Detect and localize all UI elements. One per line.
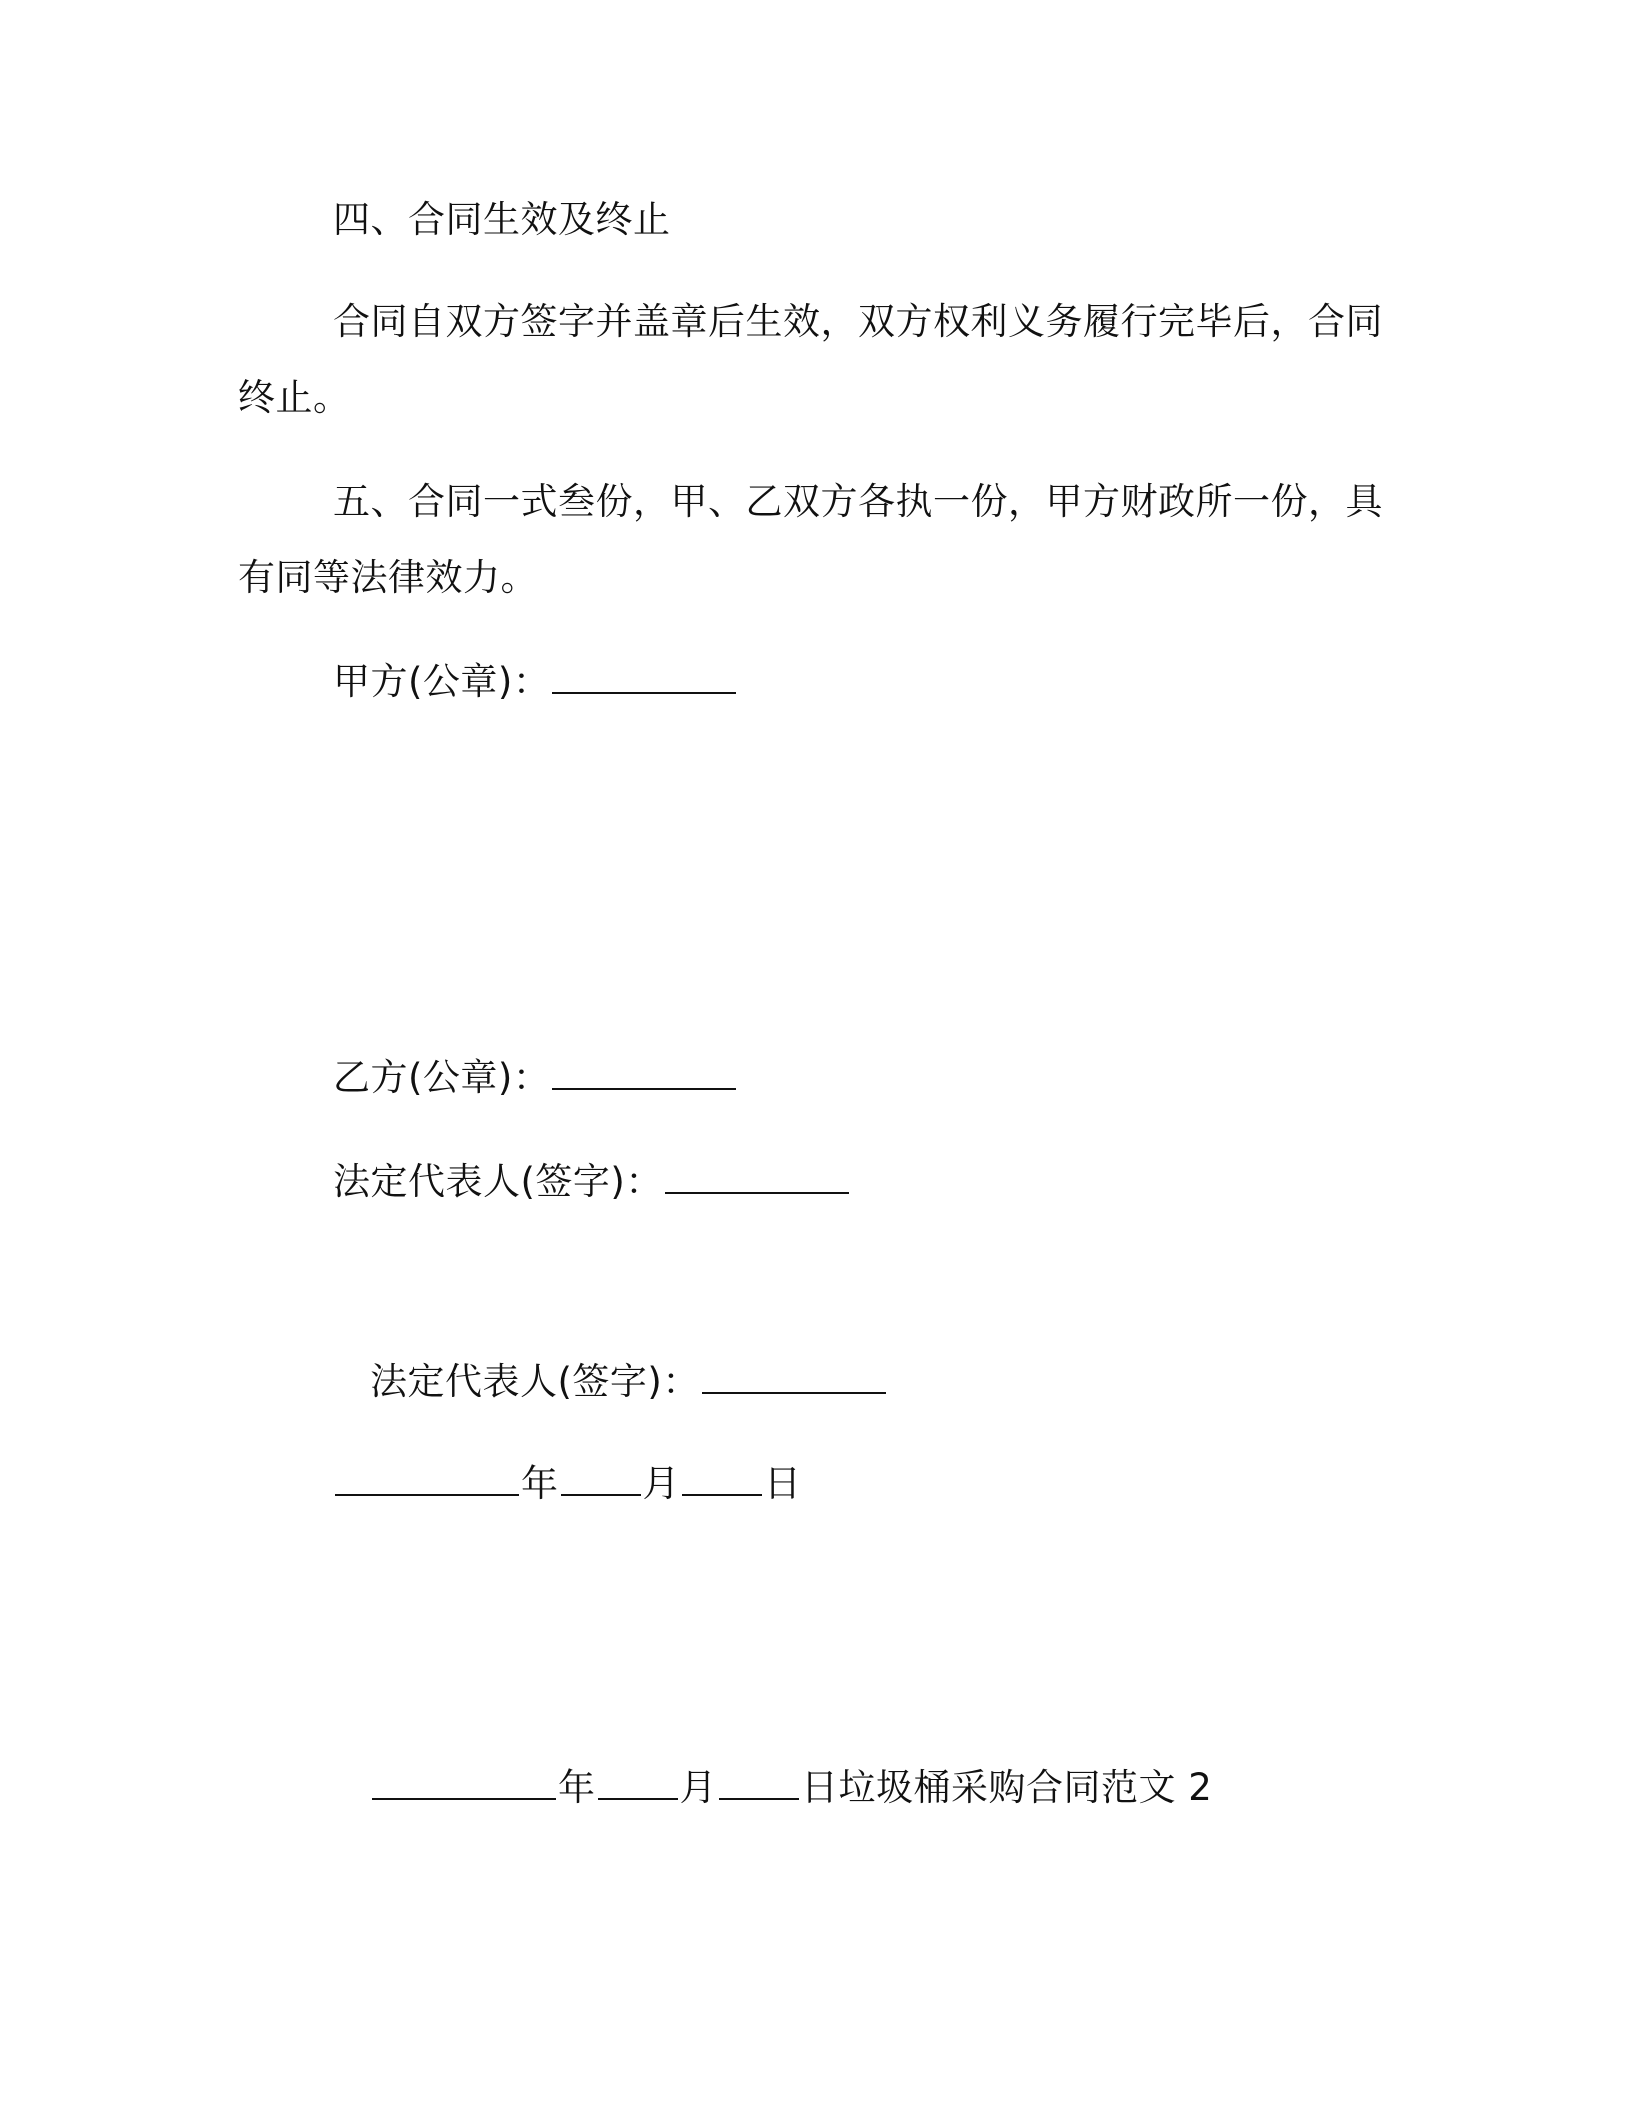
legal-rep-blank-1[interactable]: [665, 1158, 849, 1194]
title-year-blank: [372, 1764, 556, 1800]
date-year-label: 年: [521, 1462, 559, 1505]
section-4-paragraph-line-1: 合同自双方签字并盖章后生效，双方权利义务履行完毕后，合同: [333, 300, 1383, 343]
party-b-label: 乙方(公章)：: [333, 1056, 551, 1099]
party-a-label: 甲方(公章)：: [333, 660, 551, 703]
date-month-blank[interactable]: [561, 1460, 641, 1496]
party-a-blank[interactable]: [552, 658, 736, 694]
date-year-blank[interactable]: [335, 1460, 519, 1496]
legal-rep-blank-2[interactable]: [702, 1358, 886, 1394]
next-document-title: 日垃圾桶采购合同范文 2: [801, 1766, 1213, 1809]
title-month-blank: [598, 1764, 678, 1800]
date-line: [333, 1460, 802, 1508]
party-b-blank[interactable]: [552, 1054, 736, 1090]
legal-rep-label-1: 法定代表人(签字)：: [333, 1160, 663, 1203]
section-5-line-2: 有同等法律效力。: [238, 556, 538, 599]
section-4-heading: 四、合同生效及终止: [333, 198, 671, 241]
legal-rep-label-2: 法定代表人(签字)：: [370, 1360, 700, 1403]
legal-rep-signature-line-2: [370, 1358, 888, 1406]
section-5-line-1: 五、合同一式叁份，甲、乙双方各执一份，甲方财政所一份，具: [333, 480, 1383, 523]
title-year-label: 年: [558, 1766, 596, 1809]
legal-rep-signature-line-1: [333, 1158, 851, 1206]
date-day-label: 日: [764, 1462, 802, 1505]
title-day-blank: [719, 1764, 799, 1800]
section-4-paragraph-line-2: 终止。: [238, 376, 351, 419]
title-month-label: 月: [679, 1766, 717, 1809]
date-day-blank[interactable]: [682, 1460, 762, 1496]
date-month-label: 月: [642, 1462, 680, 1505]
party-a-seal-line: [333, 658, 738, 706]
party-b-seal-line: [333, 1054, 738, 1102]
next-document-title-line: [370, 1764, 1212, 1812]
